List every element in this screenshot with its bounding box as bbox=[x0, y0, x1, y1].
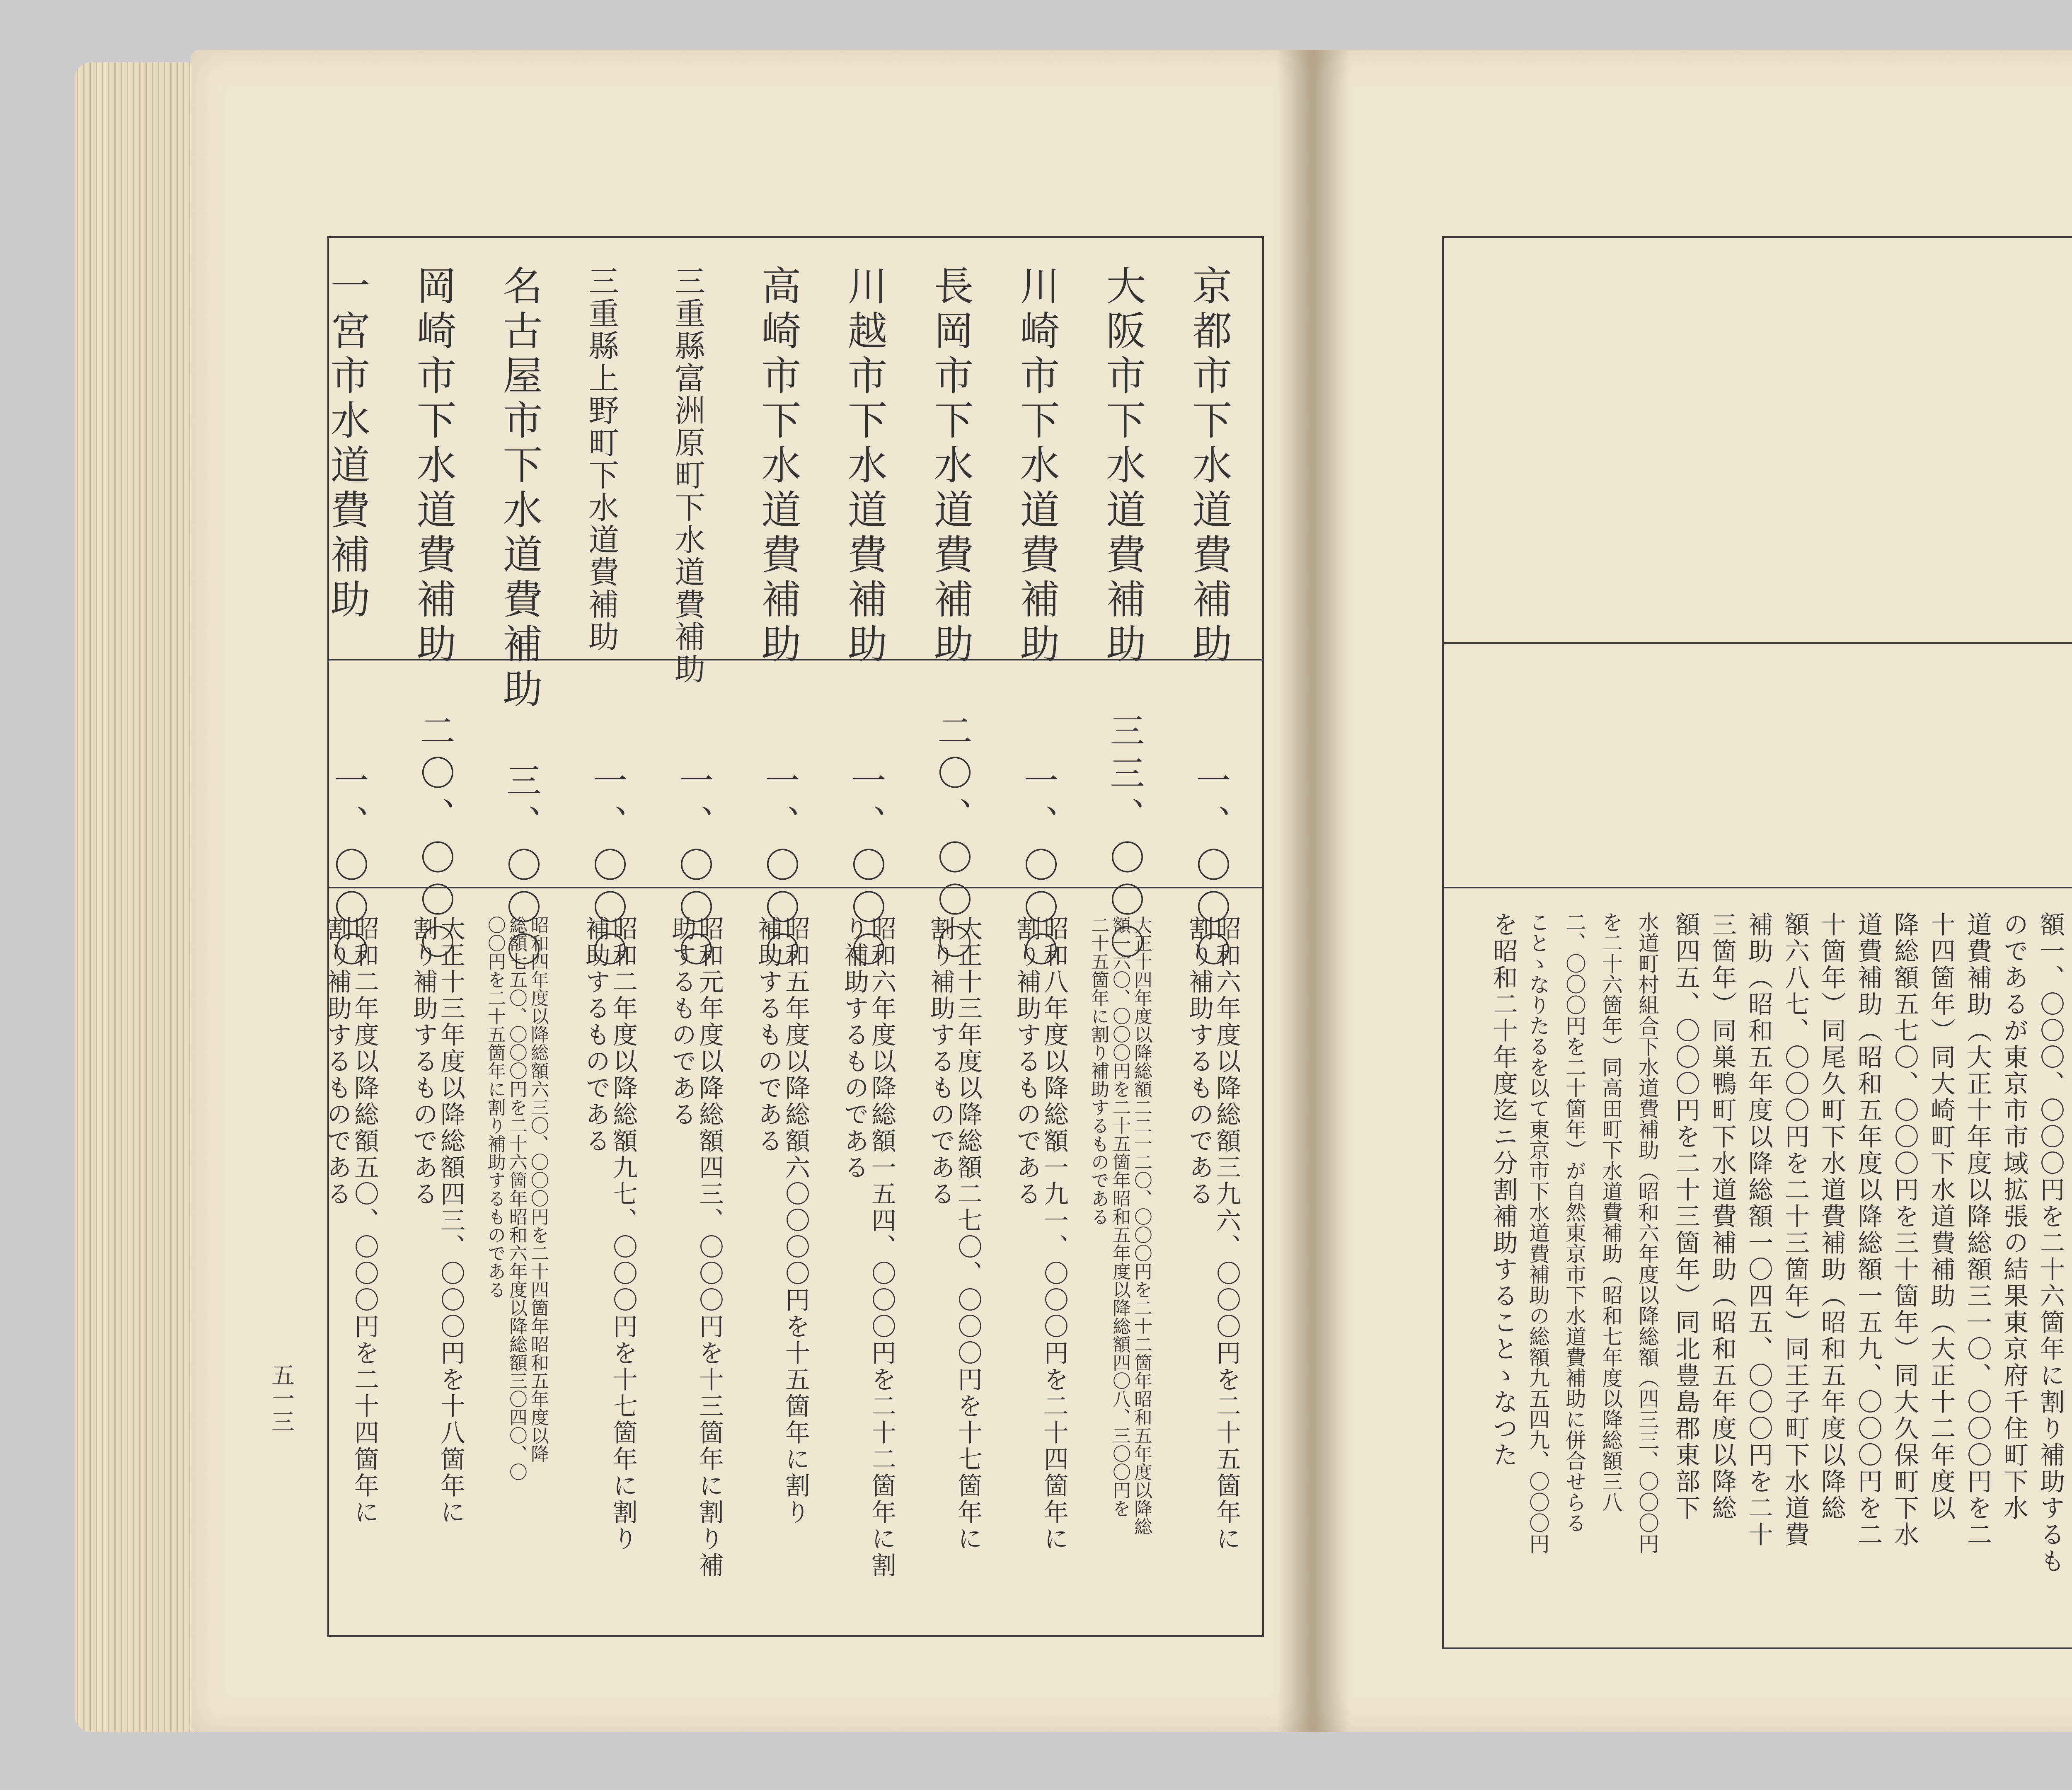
right-item-note-line: のであるが東京市市域拡張の結果東京府千住町下水 bbox=[1999, 912, 2028, 1522]
left-item-note-line: 〇〇円を二十五箇年に割り補助するものである bbox=[484, 916, 506, 1299]
left-item-note-line: 昭和四年度以降総額六三〇、〇〇〇円を二十四箇年昭和五年度以降 bbox=[528, 916, 549, 1463]
left-item-name: 川崎市下水道費補助 bbox=[1014, 265, 1060, 668]
right-item-note-line: ことゝなりたるを以て東京市下水道費補助の総額九五四九、〇〇〇円 bbox=[1526, 912, 1550, 1554]
left-item-name: 一宮市水道費補助 bbox=[324, 265, 370, 623]
right-item-note-line: を二十六箇年）同高田町下水道費補助（昭和七年度以降総額三八 bbox=[1599, 912, 1623, 1512]
page-number-left: 五一三 bbox=[268, 1363, 295, 1433]
left-item-amount: 三、〇〇〇 bbox=[501, 762, 542, 974]
left-item-name: 岡崎市下水道費補助 bbox=[410, 265, 457, 668]
right-item-note-line: 二、〇〇〇円を二十箇年）が自然東京市下水道費補助に併合せらる bbox=[1562, 912, 1586, 1533]
left-item-note-line: 総額七五〇、〇〇〇円を二十六箇年昭和六年度以降総額三〇四〇、〇 bbox=[506, 916, 527, 1481]
left-item-amount: 一、〇〇〇 bbox=[846, 762, 886, 974]
left-item-note-line: 昭和二年度以降総額五〇、〇〇〇円を二十四箇年に bbox=[350, 916, 379, 1526]
right-table-divider-1 bbox=[1442, 642, 2072, 644]
left-item-note-line: 補助するものである bbox=[754, 916, 783, 1154]
left-item-note-line: 昭和元年度以降総額四三、〇〇〇円を十三箇年に割り補 bbox=[695, 916, 724, 1579]
right-item-note-line: 額一、〇〇〇、〇〇〇円を二十六箇年に割り補助するも bbox=[2036, 912, 2065, 1575]
left-item-name: 川越市下水道費補助 bbox=[841, 265, 888, 668]
left-item-note-line: 大正十三年度以降総額二七〇、〇〇〇円を十七箇年に bbox=[954, 916, 983, 1552]
left-item-amount: 二〇、〇〇〇 bbox=[932, 713, 973, 966]
left-item-note-line: 割り補助するものである bbox=[1185, 916, 1214, 1207]
left-item-name: 長岡市下水道費補助 bbox=[927, 265, 974, 668]
left-item-note-line: 大正十三年度以降総額四三、〇〇〇円を十八箇年に bbox=[436, 916, 465, 1526]
right-item-note-line: 十箇年）同尾久町下水道費補助（昭和五年度以降総 bbox=[1817, 912, 1846, 1522]
right-item-note-line: 補助（昭和五年度以降総額一〇四五、〇〇〇円を二十 bbox=[1744, 912, 1773, 1548]
left-item-name: 三重縣上野町下水道費補助 bbox=[583, 265, 619, 653]
left-item-name: 三重縣富洲原町下水道費補助 bbox=[670, 265, 705, 685]
right-page bbox=[1310, 50, 2072, 1732]
book-gutter bbox=[1276, 50, 1351, 1732]
left-item-note-line: 額一六〇、〇〇〇円を二十五箇年昭和五年度以降総額四〇八、三〇〇円を bbox=[1109, 916, 1130, 1517]
left-item-amount: 一、〇〇〇 bbox=[760, 762, 800, 974]
right-item-note-line: 額六八七、〇〇〇円を二十三箇年）同王子町下水道費 bbox=[1781, 912, 1810, 1548]
right-item-note-line: 道費補助（昭和五年度以降総額一五九、〇〇〇円を二 bbox=[1854, 912, 1883, 1548]
left-item-note-line: 二十五箇年に割り補助するものである bbox=[1088, 916, 1109, 1226]
left-item-amount: 一、〇〇〇 bbox=[673, 762, 714, 974]
left-item-note-line: 大正十四年度以降総額二二一二〇、〇〇〇円を二十二箇年昭和五年度以降総 bbox=[1131, 916, 1152, 1536]
right-item-note-line: 水道町村組合下水道費補助（昭和六年度以降総額（四三三、〇〇〇円 bbox=[1635, 912, 1659, 1554]
right-item-note-line: 額四五、〇〇〇円を二十三箇年）同北豊島郡東部下 bbox=[1671, 912, 1700, 1522]
left-item-name: 京都市下水道費補助 bbox=[1186, 265, 1232, 668]
left-item-note-line: 割り補助するものである bbox=[409, 916, 438, 1207]
left-page-edges bbox=[75, 62, 199, 1732]
left-item-note-line: 昭和六年度以降総額三九六、〇〇〇円を二十五箇年に bbox=[1212, 916, 1241, 1552]
left-item-amount: 一、〇〇〇 bbox=[329, 762, 369, 974]
left-item-note-line: り補助するものである bbox=[840, 916, 869, 1181]
right-item-note-line: 道費補助（大正十年度以降総額三一〇、〇〇〇円を二 bbox=[1963, 912, 1992, 1548]
right-item-note-line: を昭和二十年度迄ニ分割補助することゝなつた bbox=[1489, 912, 1518, 1468]
left-item-name: 高崎市下水道費補助 bbox=[755, 265, 801, 668]
left-item-note-line: 昭和八年度以降総額一九一、〇〇〇円を二十四箇年に bbox=[1040, 916, 1069, 1552]
left-item-note-line: 昭和五年度以降総額六〇〇〇〇円を十五箇年に割り bbox=[781, 916, 810, 1526]
left-item-note-line: 助するものである bbox=[668, 916, 697, 1128]
open-book bbox=[75, 50, 2072, 1740]
left-item-amount: 一、〇〇〇 bbox=[1018, 762, 1059, 974]
left-item-amount: 三三、〇〇〇 bbox=[1104, 713, 1145, 966]
right-item-note-line: 三箇年）同巣鴨町下水道費補助（昭和五年度以降総 bbox=[1708, 912, 1737, 1522]
left-item-amount: 一、〇〇〇 bbox=[1191, 762, 1231, 974]
left-item-name: 名古屋市下水道費補助 bbox=[496, 265, 543, 713]
left-item-note-line: 割り補助するものである bbox=[1012, 916, 1041, 1207]
left-item-note-line: 昭和二年度以降総額九七、〇〇〇円を十七箇年に割り bbox=[609, 916, 638, 1552]
left-page bbox=[191, 50, 1310, 1732]
right-table-divider-2 bbox=[1442, 887, 2072, 888]
left-item-note-line: 割り補助するものである bbox=[323, 916, 352, 1207]
left-item-note-line: 補助するものである bbox=[581, 916, 610, 1154]
right-item-note-line: 十四箇年）同大崎町下水道費補助（大正十二年度以 bbox=[1927, 912, 1956, 1522]
left-item-amount: 二〇、〇〇〇 bbox=[415, 713, 455, 966]
left-item-note-line: 昭和六年度以降総額一五四、〇〇〇円を二十二箇年に割 bbox=[867, 916, 896, 1579]
left-item-note-line: 割り補助するものである bbox=[926, 916, 955, 1207]
right-item-note-line: 降総額五七〇、〇〇〇円を三十箇年）同大久保町下水 bbox=[1890, 912, 1919, 1548]
left-item-amount: 一、〇〇〇 bbox=[587, 762, 628, 974]
left-item-name: 大阪市下水道費補助 bbox=[1100, 265, 1146, 668]
